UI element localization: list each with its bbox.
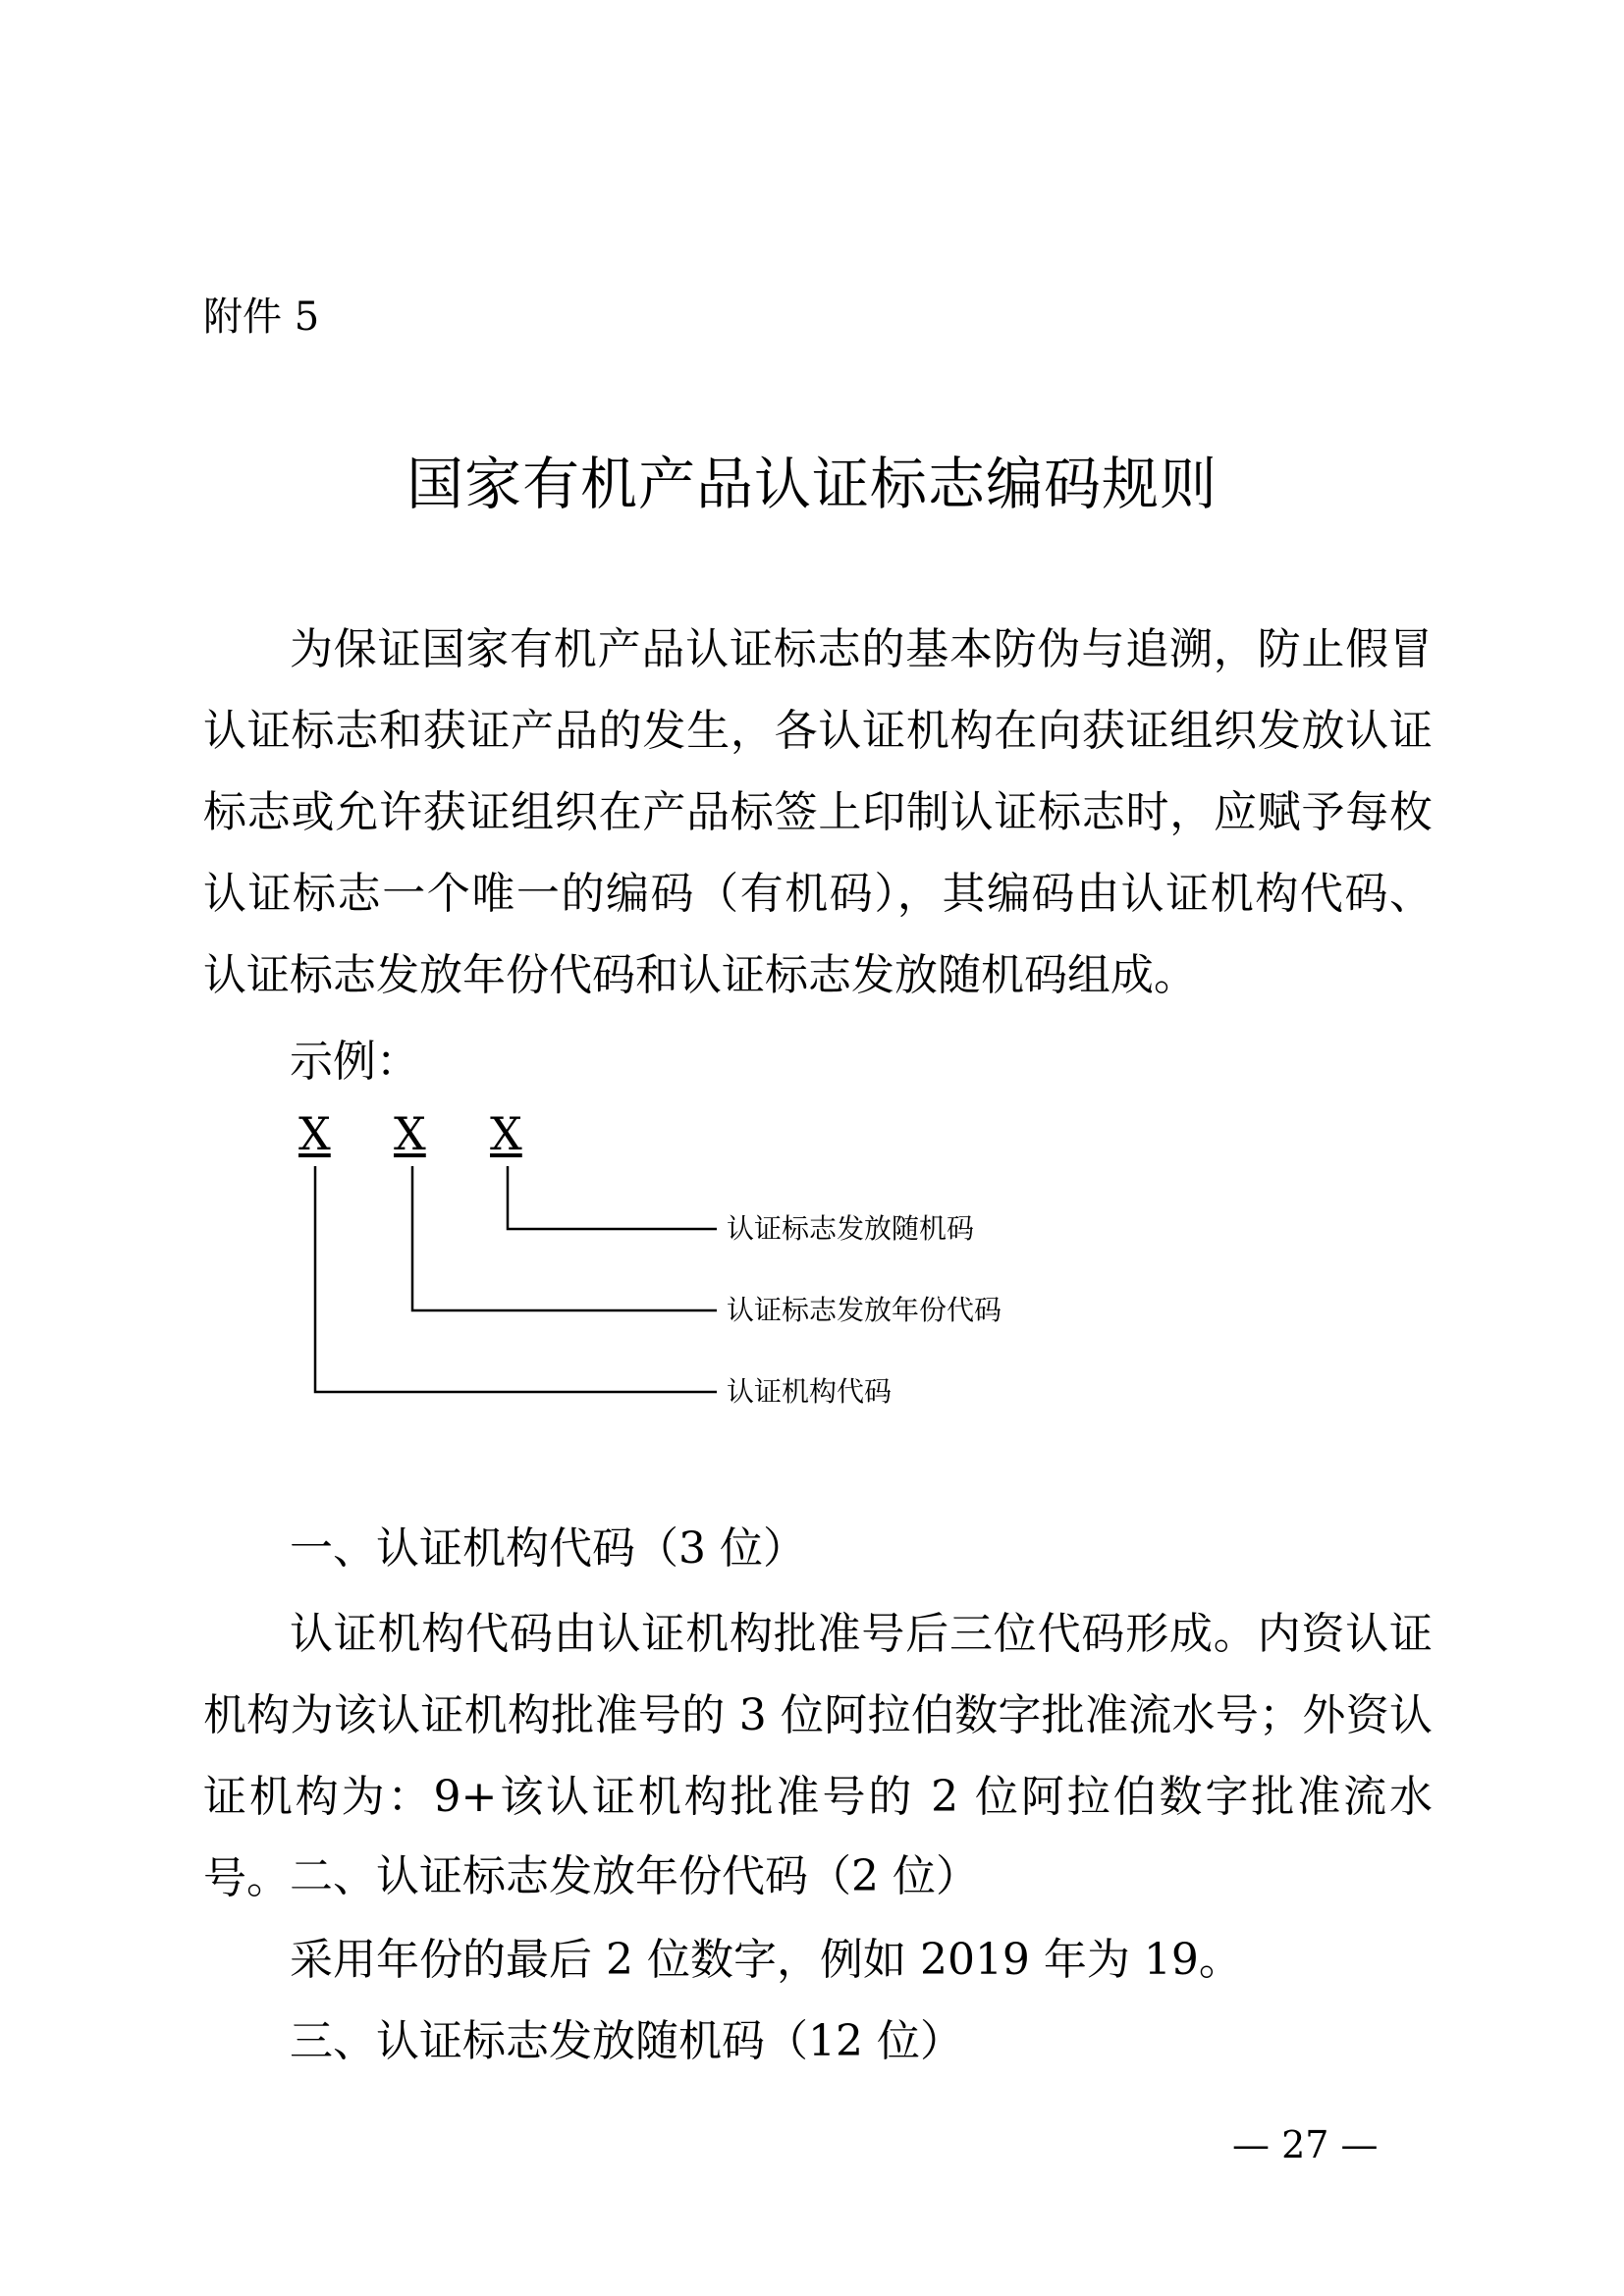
code-symbol-org: X	[298, 1107, 331, 1160]
intro-paragraph: 为保证国家有机产品认证标志的基本防伪与追溯，防止假冒认证标志和获证产品的发生，各认证机构在向获证组织发放认证标志或允许获证组织在产品标签上印制认证标志时，应赋予每枚认证标志一个唯一的编码（有机码），其编码由认证机构代码、认证标志发放年份代码和认证标志发放随机码组成。	[203, 624, 1433, 1000]
diagram-label-org-code: 认证机构代码	[727, 1375, 893, 1408]
connector-year	[412, 1166, 717, 1310]
example-label: 示例：	[290, 1037, 419, 1087]
section-heading-3: 三、认证标志发放随机码（12 位）	[290, 2016, 963, 2066]
section-body-2: 采用年份的最后 2 位数字，例如 2019 年为 19。	[290, 1935, 1242, 1985]
page-number: — 27 —	[1232, 2123, 1379, 2166]
attachment-label: 附件 5	[203, 294, 320, 340]
diagram-label-random-code: 认证标志发放随机码	[727, 1212, 975, 1245]
diagram-label-year-code: 认证标志发放年份代码	[727, 1294, 1002, 1326]
section-body-1: 认证机构代码由认证机构批准号后三位代码形成。内资认证机构为该认证机构批准号的 3 位阿拉伯数字批准流水号；外资认证机构为：9+该认证机构批准号的 2 位阿拉伯数字批准流水号。	[203, 1609, 1433, 1903]
connector-org	[315, 1166, 717, 1392]
document-title: 国家有机产品认证标志编码规则	[406, 451, 1218, 517]
code-symbol-year: X	[394, 1107, 426, 1160]
connector-random	[508, 1166, 717, 1229]
section-heading-1: 一、认证机构代码（3 位）	[290, 1523, 806, 1574]
section-heading-2: 二、认证标志发放年份代码（2 位）	[290, 1851, 979, 1901]
code-symbol-random: X	[490, 1107, 522, 1160]
